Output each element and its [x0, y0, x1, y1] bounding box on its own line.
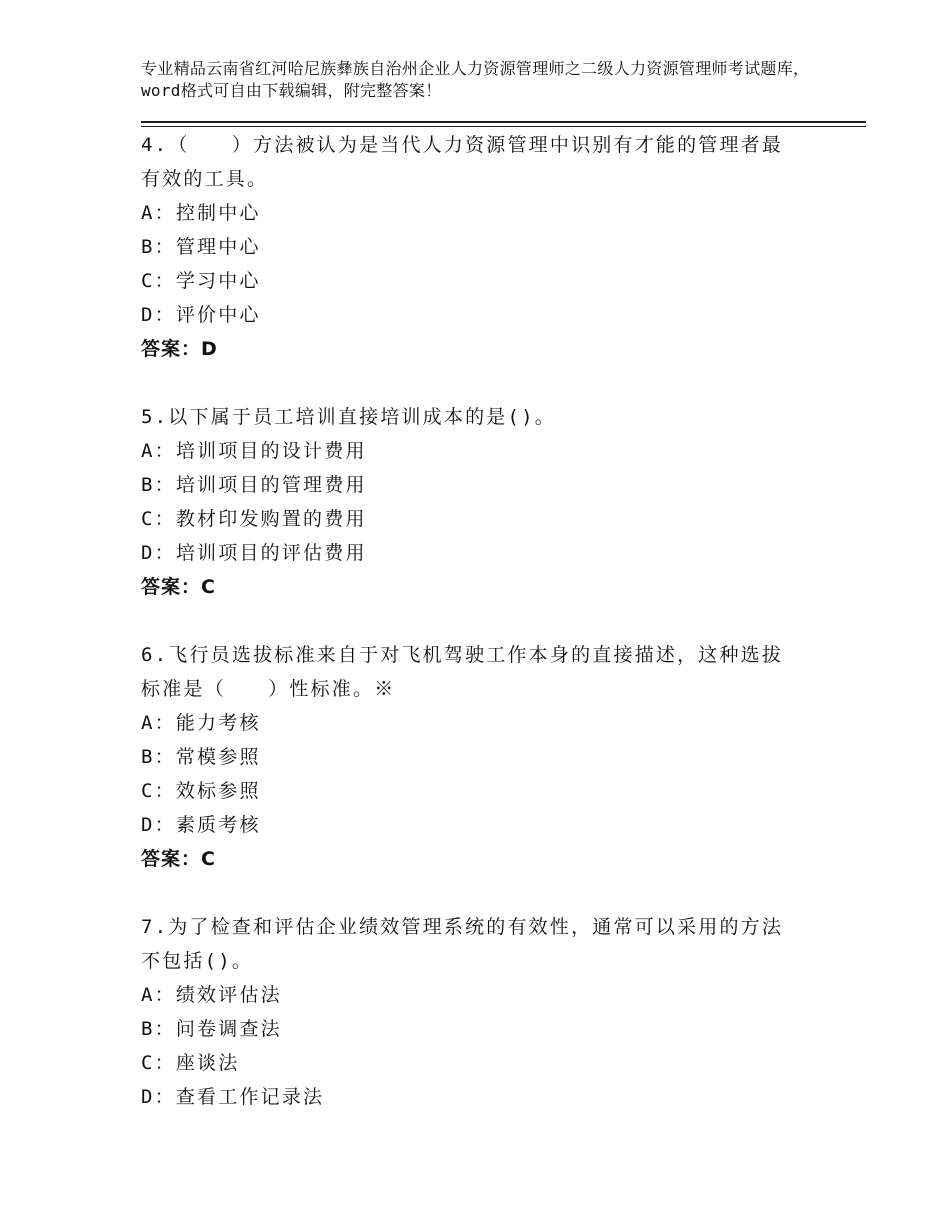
question-stem: 4.（ ）方法被认为是当代人力资源管理中识别有才能的管理者最	[141, 134, 784, 156]
document-header: 专业精品云南省红河哈尼族彝族自治州企业人力资源管理师之二级人力资源管理师考试题库，word格式可自由下载编辑，附完整答案！	[141, 59, 810, 100]
header-rule-thin	[141, 126, 866, 127]
question-stem: 6.飞行员选拔标准来自于对飞机驾驶工作本身的直接描述，这种选拔	[141, 644, 784, 666]
question-5	[141, 400, 841, 604]
option-d: D：评价中心	[141, 304, 261, 326]
option-a: A：培训项目的设计费用	[141, 440, 367, 462]
option-c: C：教材印发购置的费用	[141, 508, 367, 530]
option-a: A：能力考核	[141, 712, 261, 734]
option-d: D：查看工作记录法	[141, 1086, 325, 1108]
question-4	[141, 128, 841, 366]
question-stem: 标准是（ ）性标准。※	[141, 678, 396, 700]
question-6	[141, 638, 841, 876]
question-stem: 不包括()。	[141, 950, 254, 972]
option-b: B：培训项目的管理费用	[141, 474, 367, 496]
header-rule-thick	[141, 121, 866, 123]
option-b: B：问卷调查法	[141, 1018, 282, 1040]
question-stem: 5.以下属于员工培训直接培训成本的是()。	[141, 406, 556, 428]
answer: 答案：C	[141, 576, 216, 598]
option-b: B：管理中心	[141, 236, 261, 258]
option-c: C：学习中心	[141, 270, 261, 292]
question-stem: 有效的工具。	[141, 168, 269, 190]
question-7	[141, 910, 841, 1114]
answer: 答案：D	[141, 338, 218, 360]
option-c: C：效标参照	[141, 780, 261, 802]
option-a: A：控制中心	[141, 202, 261, 224]
option-a: A：绩效评估法	[141, 984, 282, 1006]
question-stem: 7.为了检查和评估企业绩效管理系统的有效性，通常可以采用的方法	[141, 916, 784, 938]
option-b: B：常模参照	[141, 746, 261, 768]
option-d: D：素质考核	[141, 814, 261, 836]
answer: 答案：C	[141, 848, 216, 870]
question-list	[141, 128, 841, 1114]
option-c: C：座谈法	[141, 1052, 240, 1074]
option-d: D：培训项目的评估费用	[141, 542, 367, 564]
